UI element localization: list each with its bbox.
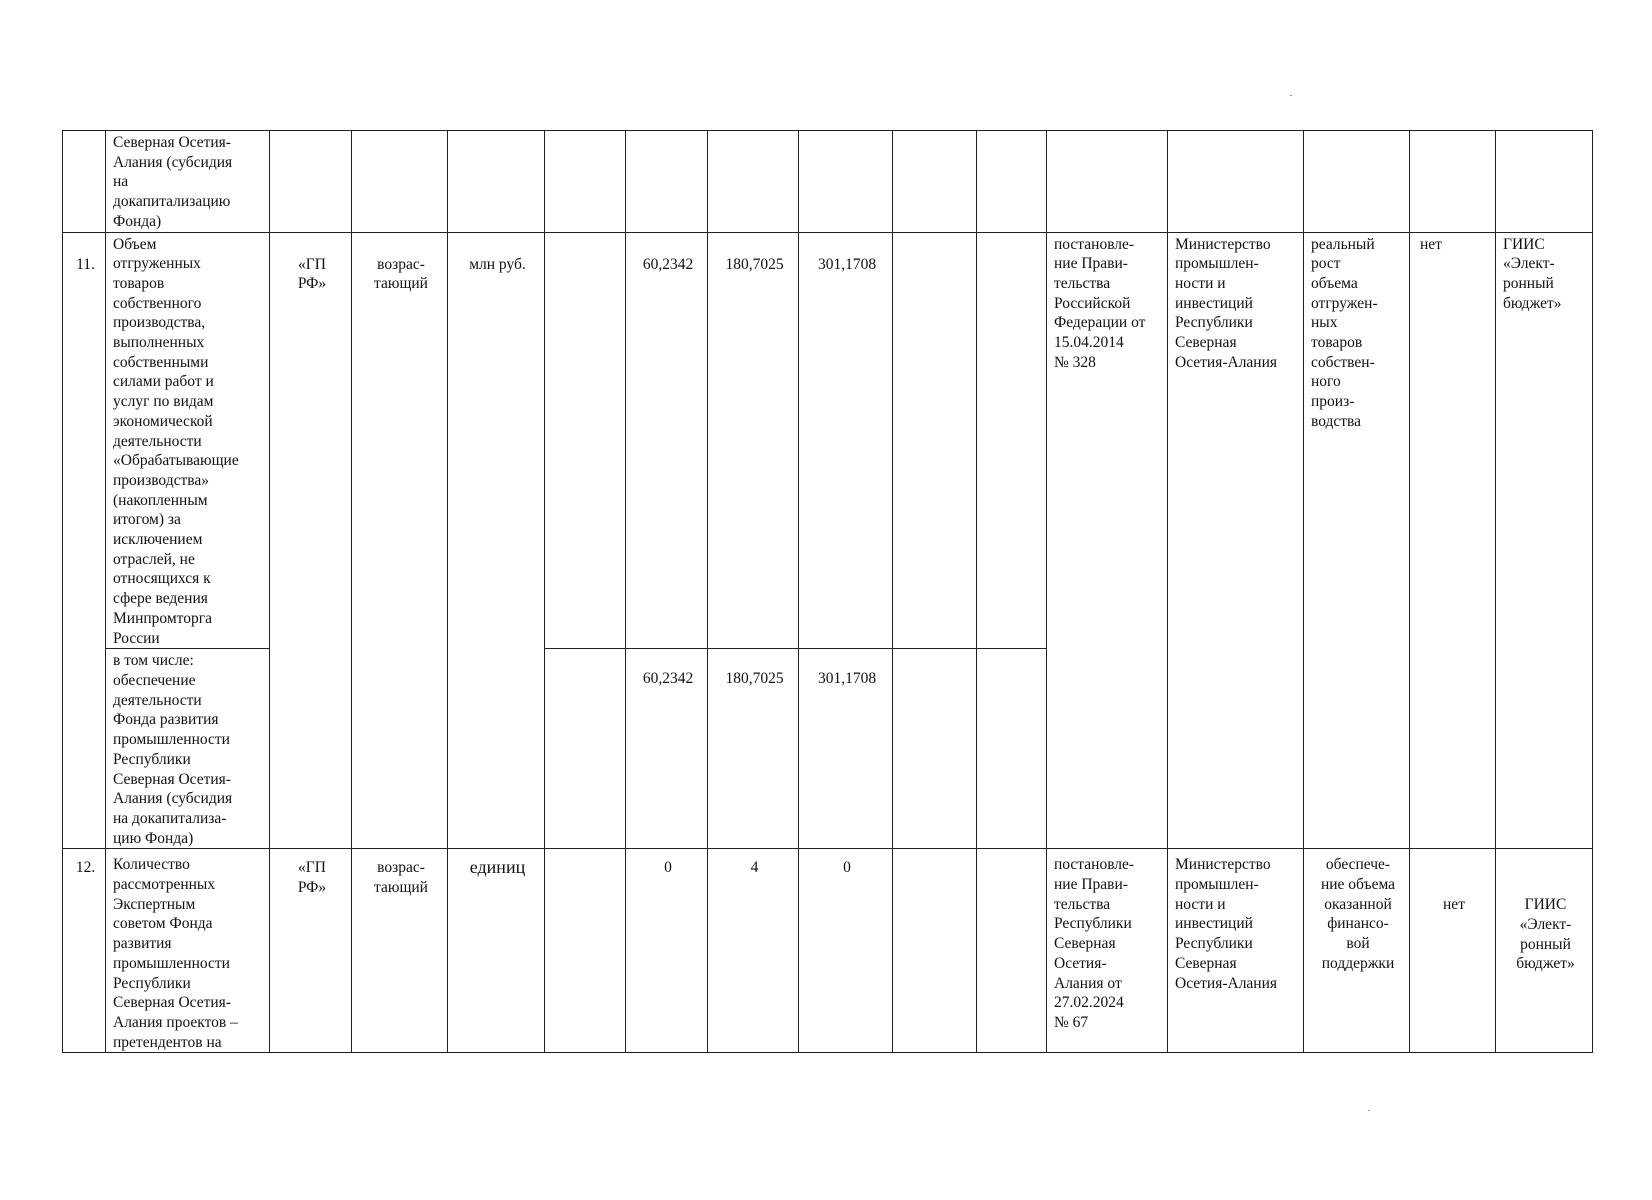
- document-cell: постановле- ние Прави- тельства Российской Федерации от 15.04.2014 № 328: [1047, 232, 1168, 849]
- table-row-11: [63, 232, 1593, 649]
- base-value-cell: [545, 131, 626, 233]
- indicator-name-cell: Северная Осетия- Алания (субсидия на докапитализацию Фонда): [106, 131, 270, 233]
- document-cell: постановле- ние Прави- тельства Республики Северная Осетия- Алания от 27.02.2024 № 67: [1047, 849, 1168, 1053]
- value-cell: [626, 131, 708, 233]
- value-cell: [893, 849, 977, 1053]
- value-cell: 0: [626, 849, 708, 1053]
- value-cell: [977, 232, 1047, 649]
- responsible-cell: Министерство промышлен- ности и инвестиций Республики Северная Осетия-Алания: [1168, 849, 1304, 1053]
- row-number-cell: [63, 131, 106, 233]
- value-cell: [977, 649, 1047, 849]
- system-cell: [1496, 131, 1593, 233]
- source-cell: «ГП РФ»: [270, 849, 352, 1053]
- row-number-cell: 12.: [63, 849, 106, 1053]
- value-cell: 4: [708, 849, 799, 1053]
- value-cell: [893, 232, 977, 649]
- source-cell: «ГП РФ»: [270, 232, 352, 849]
- row-number-cell: 11.: [63, 232, 106, 849]
- flag-cell: [1410, 131, 1496, 233]
- scan-speck: [1368, 1110, 1370, 1111]
- scan-speck: [1290, 95, 1292, 96]
- unit-cell: [448, 131, 545, 233]
- base-value-cell: [545, 232, 626, 649]
- indicators-table: [62, 130, 1593, 1053]
- value-cell: 0: [799, 849, 893, 1053]
- indicator-name-cell: в том числе: обеспечение деятельности Фонда развития промышленности Республики Северная Осетия- Алания (субсидия на докапитализа- цию Фонда): [106, 649, 270, 849]
- result-cell: реальный рост объема отгружен- ных товаров собствен- ного произ- водства: [1304, 232, 1410, 849]
- indicator-name-cell: Количество рассмотренных Экспертным советом Фонда развития промышленности Республики Северная Осетия- Алания проектов – претендентов на: [106, 849, 270, 1053]
- base-value-cell: [545, 649, 626, 849]
- result-cell: [1304, 131, 1410, 233]
- system-cell: ГИИС «Элект- ронный бюджет»: [1496, 849, 1593, 1053]
- value-cell: 60,2342: [626, 232, 708, 649]
- trend-cell: [352, 131, 448, 233]
- value-cell: 301,1708: [799, 232, 893, 649]
- flag-cell: нет: [1410, 232, 1496, 849]
- responsible-cell: [1168, 131, 1304, 233]
- trend-cell: возрас- тающий: [352, 849, 448, 1053]
- system-cell: ГИИС «Элект- ронный бюджет»: [1496, 232, 1593, 849]
- value-cell: [893, 649, 977, 849]
- indicator-name-cell: Объем отгруженных товаров собственного производства, выполненных собственными силами работ и услуг по видам экономической деятельности «Обрабатывающие производства» (накопленным итогом) за исключением отраслей, не относящихся к сфере ведения Минпромторга России: [106, 232, 270, 649]
- unit-cell: единиц: [448, 849, 545, 1053]
- base-value-cell: [545, 849, 626, 1053]
- flag-cell: нет: [1410, 849, 1496, 1053]
- table-row-continuation: [63, 131, 1593, 233]
- result-cell: обеспече- ние объема оказанной финансо- вой поддержки: [1304, 849, 1410, 1053]
- responsible-cell: Министерство промышлен- ности и инвестиций Республики Северная Осетия-Алания: [1168, 232, 1304, 849]
- value-cell: 180,7025: [708, 649, 799, 849]
- trend-cell: возрас- тающий: [352, 232, 448, 849]
- value-cell: 301,1708: [799, 649, 893, 849]
- document-cell: [1047, 131, 1168, 233]
- value-cell: 180,7025: [708, 232, 799, 649]
- value-cell: [977, 849, 1047, 1053]
- value-cell: [977, 131, 1047, 233]
- value-cell: 60,2342: [626, 649, 708, 849]
- table-row-12: [63, 849, 1593, 1053]
- unit-cell: млн руб.: [448, 232, 545, 849]
- value-cell: [708, 131, 799, 233]
- value-cell: [893, 131, 977, 233]
- source-cell: [270, 131, 352, 233]
- value-cell: [799, 131, 893, 233]
